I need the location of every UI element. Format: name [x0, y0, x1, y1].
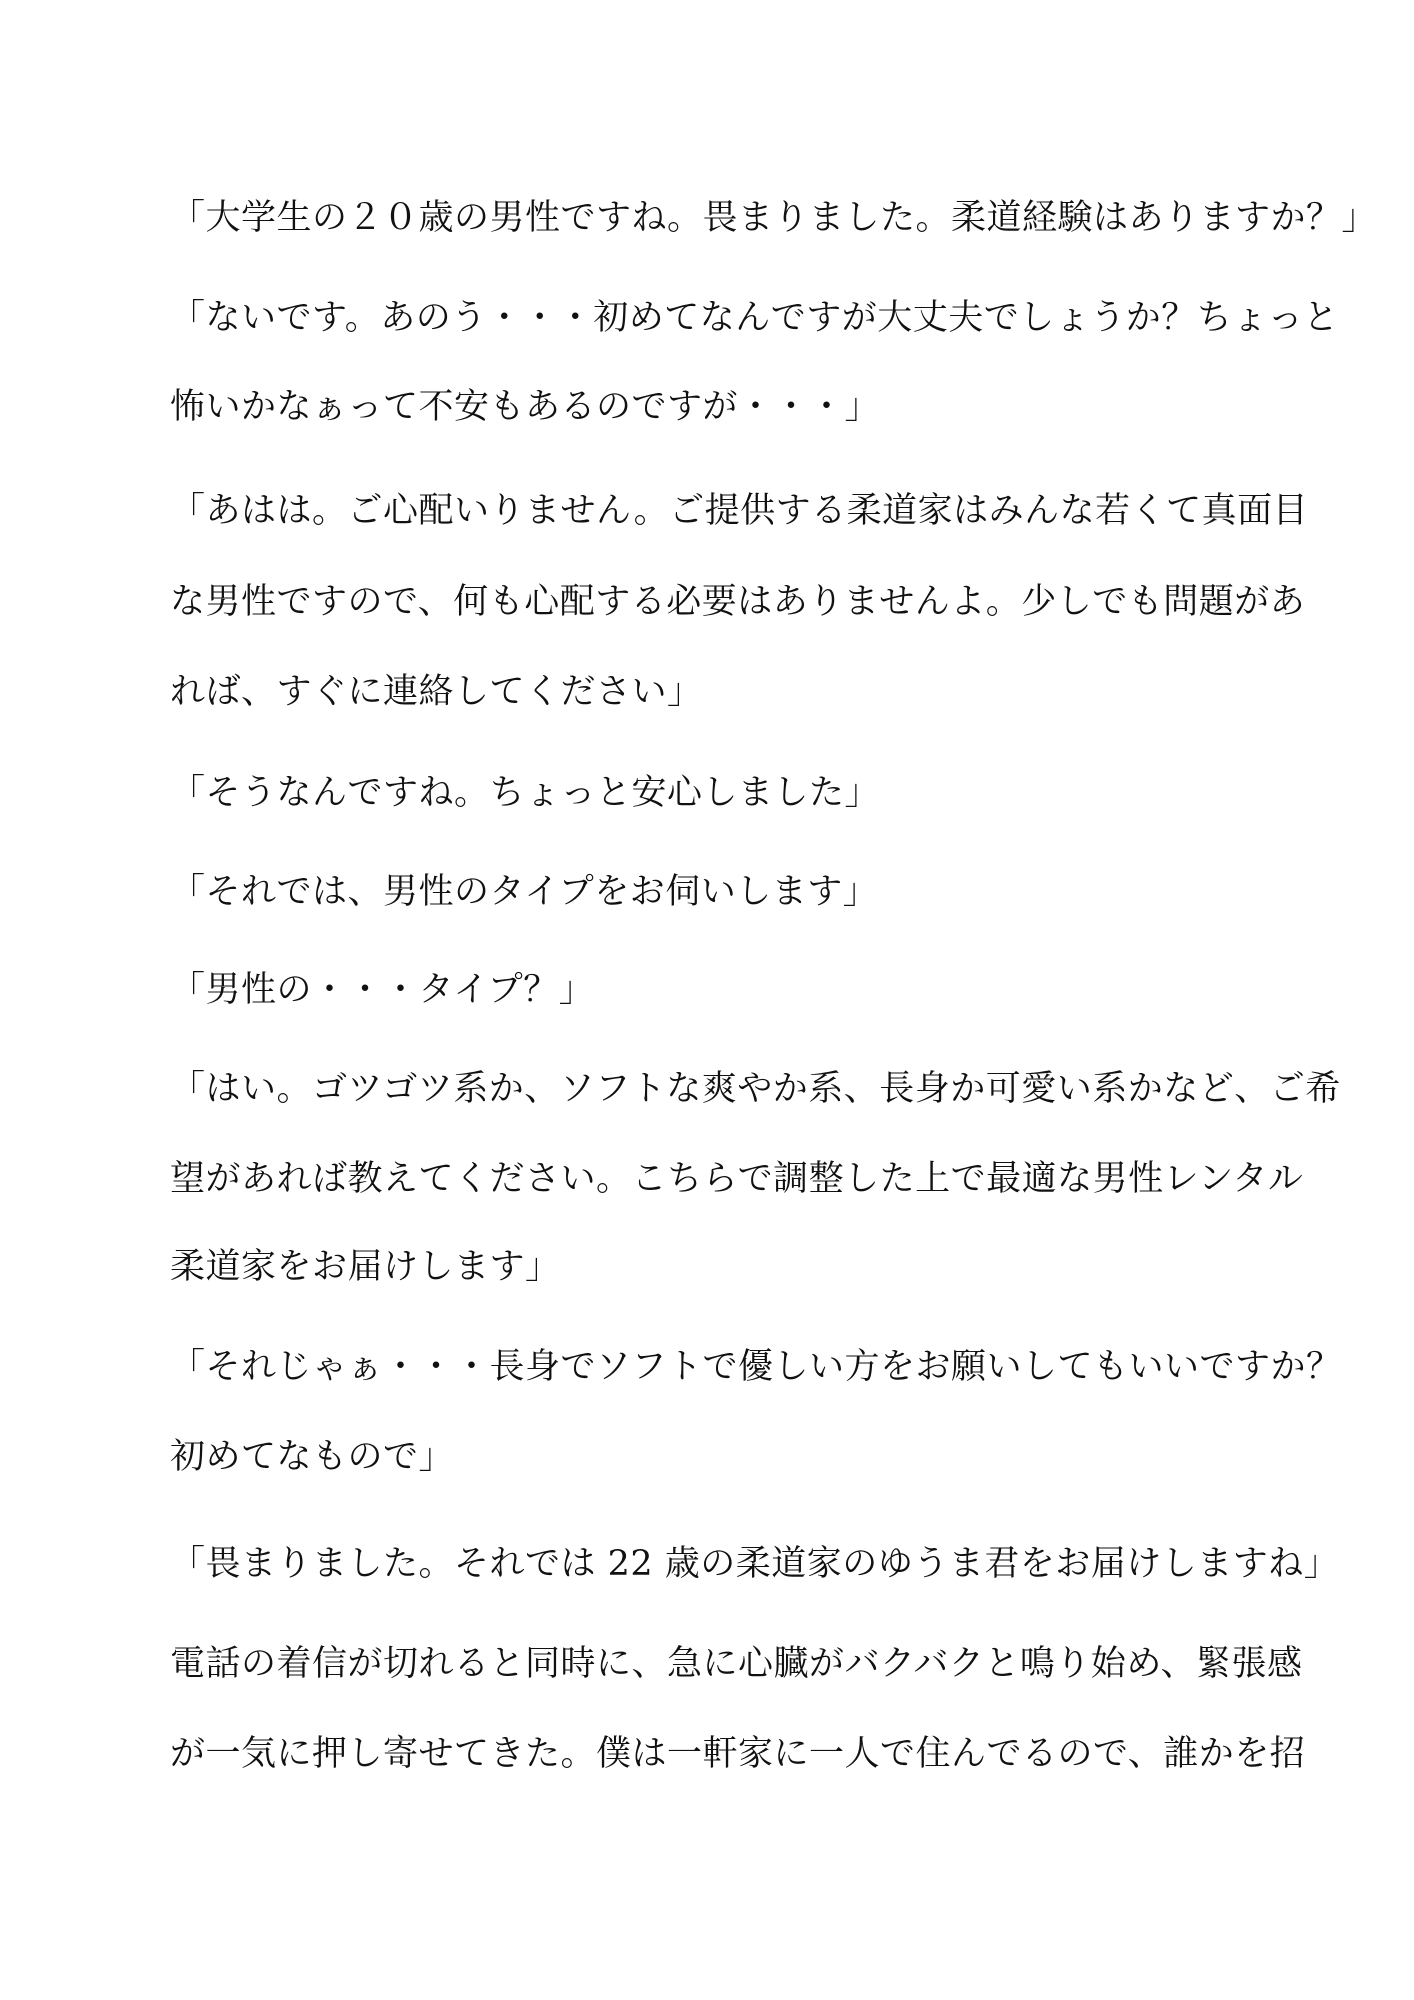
text-line: 初めてなもので」: [170, 1437, 455, 1477]
text-line: 柔道家をお届けします」: [170, 1247, 561, 1287]
text-line: 「畏まりました。それでは 22 歳の柔道家のゆうま君をお届けしますね」: [170, 1544, 1340, 1584]
text-line: 「それじゃぁ・・・長身でソフトで優しい方をお願いしてもいいですか？: [170, 1347, 1342, 1387]
text-line: が一気に押し寄せてきた。僕は一軒家に一人で住んでるので、誰かを招: [170, 1734, 1306, 1774]
text-line: 「大学生の２０歳の男性ですね。畏まりました。柔道経験はありますか？」: [170, 198, 1378, 238]
text-line: な男性ですので、何も心配する必要はありませんよ。少しでも問題があ: [170, 582, 1306, 622]
text-line: 望があれば教えてください。こちらで調整した上で最適な男性レンタル: [170, 1159, 1304, 1199]
text-line: 「ないです。あのう・・・初めてなんですが大丈夫でしょうか？ちょっと: [170, 298, 1339, 338]
text-line: 「男性の・・・タイプ？」: [170, 970, 595, 1010]
text-line: 「それでは、男性のタイプをお伺いします」: [170, 872, 879, 912]
text-line: 怖いかなぁって不安もあるのですが・・・」: [170, 387, 881, 427]
text-line: れば、すぐに連絡してください」: [170, 672, 703, 712]
text-line: 「はい。ゴツゴツ系か、ソフトな爽やか系、長身か可愛い系かなど、ご希: [170, 1069, 1341, 1109]
text-line: 「そうなんですね。ちょっと安心しました」: [170, 773, 881, 813]
text-line: 「あはは。ご心配いりません。ご提供する柔道家はみんな若くて真面目: [170, 491, 1309, 531]
text-line: 電話の着信が切れると同時に、急に心臓がバクバクと鳴り始め、緊張感: [170, 1644, 1303, 1684]
